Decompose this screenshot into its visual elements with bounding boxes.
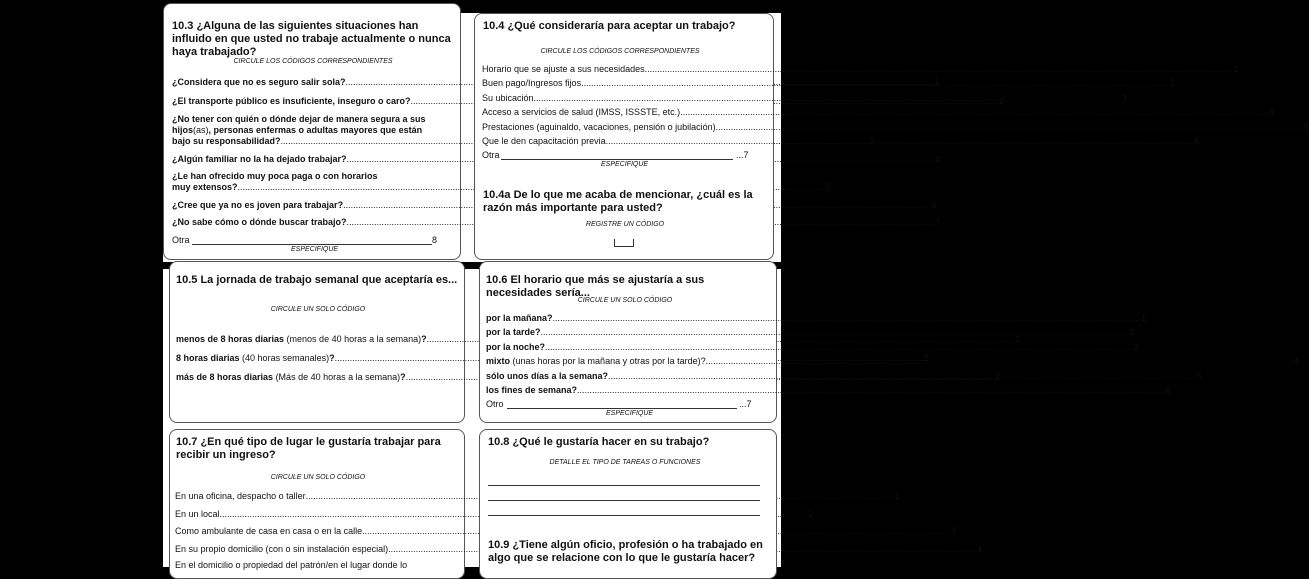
question-10-7-option-5[interactable]: En el domicilio o propiedad del patrón/en el lugar donde lo xyxy=(175,560,408,570)
question-10-6-option-2[interactable]: por la tarde? ..... 2 xyxy=(486,327,755,338)
question-10-5-title: 10.5 La jornada de trabajo semanal que aceptaría es... xyxy=(176,274,458,286)
question-10-6-other-line[interactable] xyxy=(507,408,737,409)
question-10-4-option-2[interactable]: Buen pago/Ingresos fijos ..... 2 xyxy=(482,78,752,89)
question-10-4-other-label: Otra xyxy=(482,150,500,160)
question-10-6-option-5[interactable]: sólo unos días a la semana? ..... 5 xyxy=(486,371,755,382)
question-10-5-instruction: CIRCULE UN SOLO CÓDIGO xyxy=(270,306,366,313)
question-10-6-title: 10.6 El horario que más se ajustaría a sus necesidades sería... xyxy=(486,274,705,299)
question-10-4-option-1[interactable]: Horario que se ajuste a sus necesidades ..... 1 xyxy=(482,64,752,75)
question-10-7-option-2[interactable]: En un local ..... 2 xyxy=(175,509,445,520)
question-10-9-title: 10.9 ¿Tiene algún oficio, profesión o ha trabajado en algo que se relacione con lo que le gustaría hacer? xyxy=(488,539,763,564)
question-10-3-option-5a[interactable]: ¿Le han ofrecido muy poca paga o con horarios xyxy=(172,171,378,181)
question-10-6-option-6[interactable]: los fines de semana? ..... 6 xyxy=(486,385,755,396)
question-10-6-option-3[interactable]: por la noche? ..... 3 xyxy=(486,342,755,353)
question-10-5-option-2[interactable]: 8 horas diarias (40 horas semanales)? ..... 2 xyxy=(176,353,446,364)
question-10-8-answer-line-2[interactable] xyxy=(488,500,760,501)
question-10-8-title: 10.8 ¿Qué le gustaría hacer en su trabajo? xyxy=(488,436,710,448)
question-10-3-option-3a[interactable]: ¿No tener con quién o dónde dejar de manera segura a sus xyxy=(172,114,426,124)
question-10-7-instruction: CIRCULE UN SOLO CÓDIGO xyxy=(270,474,366,481)
question-10-3-other-line[interactable] xyxy=(192,244,432,245)
question-10-4-specify-label: ESPECIFIQUE xyxy=(601,161,649,168)
question-10-4-option-6[interactable]: Que le den capacitación previa ..... 6 xyxy=(482,136,752,147)
question-10-4-option-5[interactable]: Prestaciones (aguinaldo, vacaciones, pensión o jubilación) ..... 5 xyxy=(482,122,752,133)
question-10-8-panel xyxy=(479,429,777,579)
question-10-6-option-4[interactable]: mixto (unas horas por la mañana y otras por la tarde)? ..... 4 xyxy=(486,356,755,367)
question-10-4-title: 10.4 ¿Qué consideraría para aceptar un trabajo? xyxy=(483,20,736,32)
question-10-4-option-3[interactable]: Su ubicación ..... 3 xyxy=(482,93,752,104)
question-10-8-instruction: DETALLE EL TIPO DE TAREAS O FUNCIONES xyxy=(549,459,701,466)
question-10-6-instruction: CIRCULE UN SOLO CÓDIGO xyxy=(577,297,673,304)
question-10-8-answer-line-3[interactable] xyxy=(488,515,760,516)
question-10-3-option-3b[interactable]: hijos(as), personas enfermas o adultas mayores que están xyxy=(172,125,423,135)
question-10-6-other-code[interactable]: ...7 xyxy=(739,399,752,409)
question-10-4a-code-box[interactable] xyxy=(614,239,634,247)
question-10-3-other-label: Otra xyxy=(172,235,190,245)
question-10-5-option-3[interactable]: más de 8 horas diarias (Más de 40 horas a la semana)? ..... 3 xyxy=(176,372,446,383)
question-10-5-option-1[interactable]: menos de 8 horas diarias (menos de 40 horas a la semana)? ..... 1 xyxy=(176,334,446,345)
question-10-7-title: 10.7 ¿En qué tipo de lugar le gustaría trabajar para recibir un ingreso? xyxy=(176,436,441,461)
question-10-3-specify-label: ESPECIFIQUE xyxy=(291,246,339,253)
question-10-4-other-line[interactable] xyxy=(501,159,733,160)
question-10-8-answer-line-1[interactable] xyxy=(488,485,760,486)
question-10-3-option-4[interactable]: ¿Algún familiar no la ha dejado trabajar? ..... 4 xyxy=(172,154,440,165)
question-10-3-option-5b[interactable]: muy extensos? ..... 5 xyxy=(172,182,440,193)
question-10-4-other-code[interactable]: ...7 xyxy=(736,150,749,160)
question-10-4a-instruction: REGISTRE UN CÓDIGO xyxy=(585,221,665,228)
question-10-3-option-2[interactable]: ¿El transporte público es insuficiente, inseguro o caro? ..... 2 xyxy=(172,96,440,107)
question-10-7-option-1[interactable]: En una oficina, despacho o taller ..... 1 xyxy=(175,491,445,502)
question-10-7-option-4[interactable]: En su propio domicilio (con o sin instalación especial) ..... 4 xyxy=(175,544,445,555)
question-10-3-title: 10.3 ¿Alguna de las siguientes situaciones han influido en que usted no trabaje actualmente o nunca haya trabajado? xyxy=(172,20,451,58)
questionnaire-page-bottom xyxy=(163,269,1300,570)
question-10-3-option-1[interactable]: ¿Considera que no es seguro salir sola? ..... 1 xyxy=(172,77,440,88)
question-10-6-option-1[interactable]: por la mañana? ..... 1 xyxy=(486,313,755,324)
questionnaire-page-top xyxy=(163,13,1309,262)
question-10-4-instruction: CIRCULE LOS CÓDIGOS CORRESPONDIENTES xyxy=(540,48,700,55)
question-10-4a-title: 10.4a De lo que me acaba de mencionar, ¿cuál es la razón más importante para usted? xyxy=(483,189,753,214)
question-10-3-option-6[interactable]: ¿Cree que ya no es joven para trabajar? ..... 6 xyxy=(172,200,440,211)
question-10-3-option-3c[interactable]: bajo su responsabilidad? ..... 3 xyxy=(172,136,440,147)
question-10-3-option-7[interactable]: ¿No sabe cómo o dónde buscar trabajo? ..... 7 xyxy=(172,217,440,228)
question-10-4-option-4[interactable]: Acceso a servicios de salud (IMSS, ISSSTE, etc.) ..... 4 xyxy=(482,107,752,118)
question-10-3-instruction: CIRCULE LOS CÓDIGOS CORRESPONDIENTES xyxy=(233,58,393,65)
question-10-6-other-label: Otro xyxy=(486,399,504,409)
question-10-6-specify-label: ESPECIFIQUE xyxy=(606,410,654,417)
question-10-3-other-code[interactable]: 8 xyxy=(432,235,438,245)
question-10-7-option-3[interactable]: Como ambulante de casa en casa o en la calle ..... 3 xyxy=(175,526,445,537)
